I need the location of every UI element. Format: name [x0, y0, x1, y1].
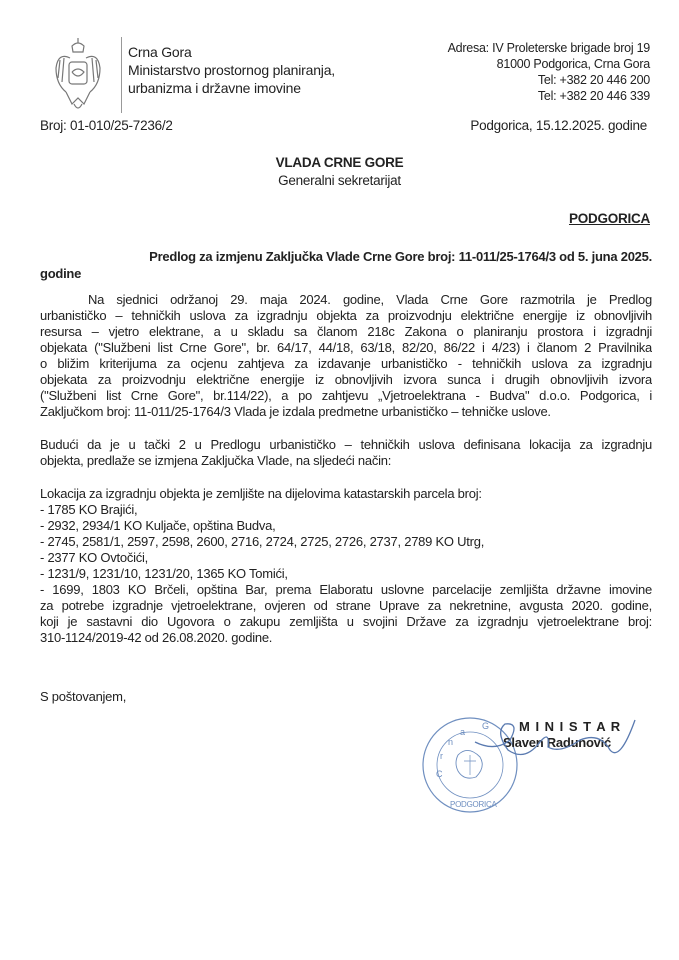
recipient-city: PODGORICA: [568, 211, 650, 226]
parcel-item-cont: koji je sastavni dio Ugovora o zakupu zemljišta u svojini Države za izgradnju vjetroelektrane broj:: [40, 614, 652, 629]
header-divider: [121, 37, 122, 113]
svg-text:r: r: [440, 751, 443, 761]
paragraph-line: Na sjednici održanoj 29. maja 2024. godine, Vlada Crne Gore razmotrila je Predlog: [88, 292, 652, 307]
address-line: 81000 Podgorica, Crna Gora: [496, 57, 650, 71]
recipient-name: VLADA CRNE GORE: [275, 155, 404, 170]
parcel-item: - 2932, 2934/1 KO Kuljače, opština Budva,: [40, 518, 276, 533]
paragraph-line: objekta, predlaže se izmjena Zaključka Vlade, na sljedeći način:: [40, 453, 392, 468]
handwritten-signature: [470, 712, 640, 767]
svg-text:a: a: [460, 727, 465, 737]
parcel-item: - 2377 KO Ovtočići,: [40, 550, 148, 565]
closing-salutation: S poštovanjem,: [40, 689, 127, 704]
svg-text:PODGORICA: PODGORICA: [450, 800, 497, 809]
location-intro: Lokacija za izgradnju objekta je zemljište na dijelovima katastarskih parcela broj:: [40, 486, 482, 501]
address-line: Adresa: IV Proleterske brigade broj 19: [447, 41, 650, 55]
parcel-item: - 1785 KO Brajići,: [40, 502, 138, 517]
paragraph-line: objekata za proizvodnju električne energije iz obnovljivih izvora sunca i drugih obnovljivih izvora: [40, 372, 652, 387]
paragraph-line: Budući da je u tački 2 u Predlogu urbanističko – tehničkih uslova definisana lokacija za izgradnju: [40, 437, 652, 452]
phone-line: Tel: +382 20 446 339: [537, 89, 650, 103]
paragraph-line: Zaključkom broj: 11-011/25-1764/3 Vlada je izdala predmetne urbanističko – tehničke uslove.: [40, 404, 551, 419]
reference-number: Broj: 01-010/25-7236/2: [40, 118, 173, 133]
subject-line: godine: [40, 266, 82, 281]
parcel-item: - 1699, 1803 KO Brčeli, opština Bar, prema Elaboratu uslovne parcelacije zemljišta državne imovine: [40, 582, 652, 597]
parcel-item: - 1231/9, 1231/10, 1231/20, 1365 KO Tomići,: [40, 566, 288, 581]
parcel-item-cont: za potrebe izgradnje vjetroelektrane, ovjeren od strane Uprave za nekretnine, avgusta 2020. godine,: [40, 598, 652, 613]
paragraph-line: resursa – vjetro elektrane, a u skladu sa članom 218c Zakona o planiranju prostora i izgradnji: [40, 324, 652, 339]
recipient-department: Generalni sekretarijat: [278, 173, 401, 188]
coat-of-arms-logo: [52, 38, 104, 114]
phone-line: Tel: +382 20 446 200: [537, 73, 650, 87]
svg-text:G: G: [482, 721, 489, 731]
paragraph-line: ("Službeni list Crne Gore", br.114/22), a po zahtjevu „Vjetroelektrana - Budva" d.o.o. Podgorica, i: [40, 388, 652, 403]
place-date: Podgorica, 15.12.2025. godine: [470, 118, 647, 133]
paragraph-line: urbanističko – tehničkih uslova za izgradnju objekta za proizvodnju električne energije iz obnovljivih: [40, 308, 652, 323]
ministry-name-line2: urbanizma i državne imovine: [128, 80, 301, 96]
signatory-name: Slaven Radunović: [503, 735, 611, 750]
ministry-address: [448, 40, 650, 104]
paragraph-line: o bližim kriterijuma za ocjenu zahtjeva za izdavanje urbanističko - tehničkih uslova za izgradnju: [40, 356, 652, 371]
paragraph-line: objekata ("Službeni list Crne Gore", br. 64/17, 44/18, 63/18, 82/20, 86/22 i 4/23) i članom 2 Pravilnika: [40, 340, 652, 355]
signatory-title: M I N I S T A R: [519, 719, 622, 734]
parcel-item-cont: 310-1124/2019-42 od 26.08.2020. godine.: [40, 630, 273, 645]
svg-text:C: C: [436, 769, 443, 779]
parcel-item: - 2745, 2581/1, 2597, 2598, 2600, 2716, 2724, 2725, 2726, 2737, 2789 KO Utrg,: [40, 534, 485, 549]
subject-line: Predlog za izmjenu Zaključka Vlade Crne Gore broj: 11-011/25-1764/3 od 5. juna 2025.: [149, 249, 652, 264]
ministry-name-line1: Ministarstvo prostornog planiranja,: [128, 62, 335, 78]
country-name: Crna Gora: [128, 44, 192, 60]
svg-text:n: n: [448, 737, 453, 747]
